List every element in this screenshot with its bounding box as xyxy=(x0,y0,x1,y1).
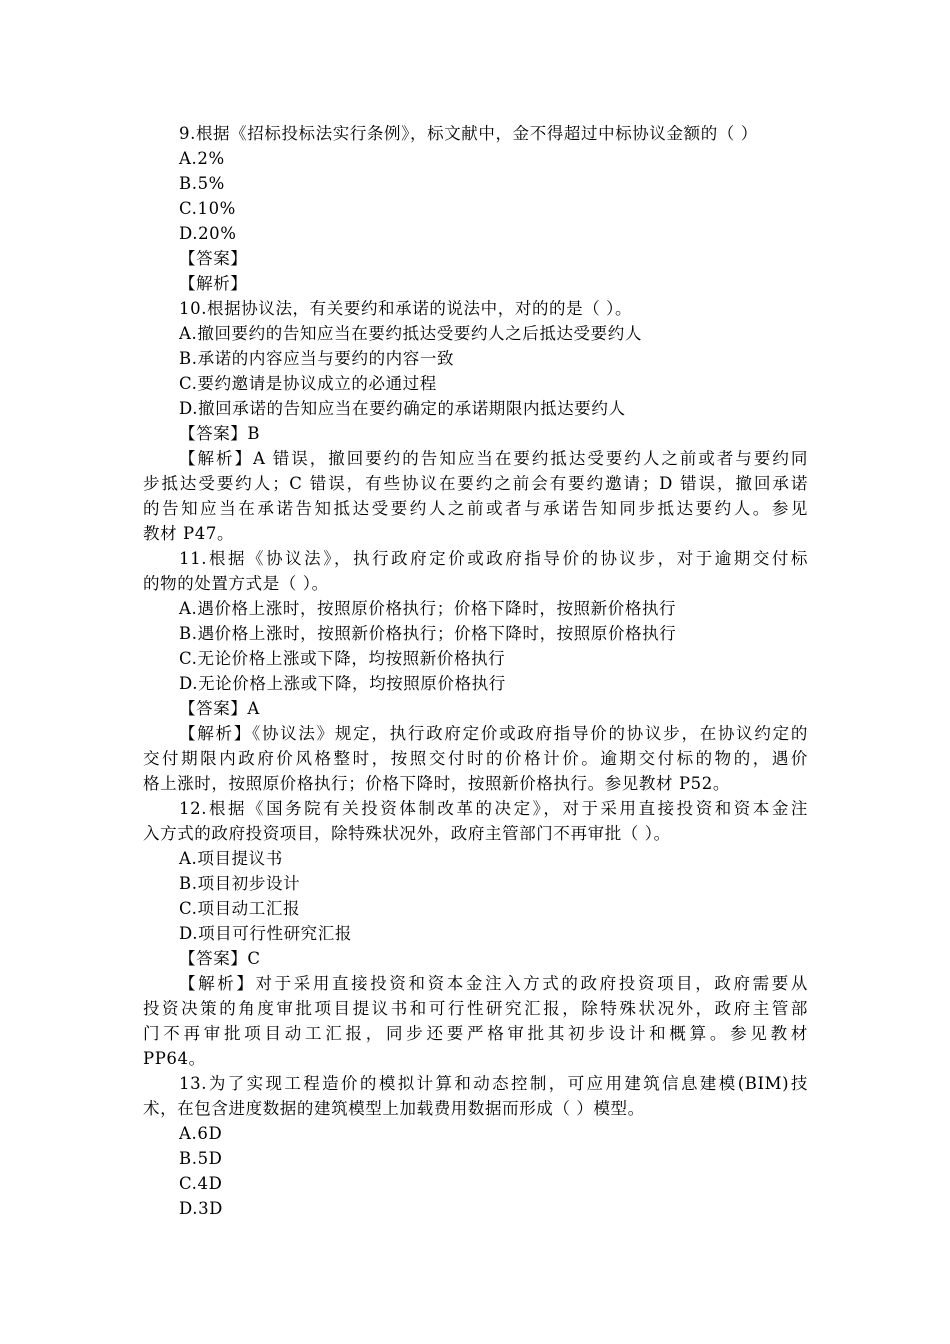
question-9-option-b: B.5% xyxy=(179,174,225,193)
question-9-analysis: 【解析】 xyxy=(179,274,248,293)
question-13-stem: 13.为了实现工程造价的模拟计算和动态控制，可应用建筑信息建模(BIM)技 xyxy=(179,1074,808,1093)
question-12-answer: 【答案】C xyxy=(179,949,261,968)
question-11-option-d: D.无论价格上涨或下降，均按照原价格执行 xyxy=(179,674,506,693)
question-13-option-c: C.4D xyxy=(179,1174,223,1193)
question-10-stem: 10.根据协议法，有关要约和承诺的说法中，对的的是（ ）。 xyxy=(179,299,633,318)
question-13-option-a: A.6D xyxy=(179,1124,223,1143)
question-12-analysis-line: 投资决策的角度审批项目提议书和可行性研究汇报，除特殊状况外，政府主管部 xyxy=(143,999,808,1018)
question-11-option-b: B.遇价格上涨时，按照新价格执行；价格下降时，按照原价格执行 xyxy=(179,624,677,643)
question-11-stem-cont: 的物的处置方式是（ ）。 xyxy=(143,574,329,593)
question-11-analysis-line: 【解析】《协议法》规定，执行政府定价或政府指导价的协议步，在协议约定的 xyxy=(179,724,808,743)
question-13-stem-cont: 术，在包含进度数据的建筑模型上加载费用数据而形成（ ）模型。 xyxy=(143,1099,645,1118)
exam-content xyxy=(143,121,808,1221)
question-12-option-b: B.项目初步设计 xyxy=(179,874,301,893)
question-11-option-c: C.无论价格上涨或下降，均按照新价格执行 xyxy=(179,649,506,668)
question-12-stem-cont: 入方式的政府投资项目，除特殊状况外，政府主管部门不再审批（ ）。 xyxy=(143,824,671,843)
question-10-option-a: A.撤回要约的告知应当在要约抵达受要约人之后抵达受要约人 xyxy=(179,324,642,343)
question-12-option-c: C.项目动工汇报 xyxy=(179,899,301,918)
question-13-option-d: D.3D xyxy=(179,1199,224,1218)
question-11-answer: 【答案】A xyxy=(179,699,260,718)
question-12-stem: 12.根据《国务院有关投资体制改革的决定》，对于采用直接投资和资本金注 xyxy=(179,799,808,818)
question-12-option-a: A.项目提议书 xyxy=(179,849,283,868)
question-9-stem: 9.根据《招标投标法实行条例》，标文献中，金不得超过中标协议金额的（ ） xyxy=(179,124,758,143)
question-12-analysis-line: 门不再审批项目动工汇报，同步还要严格审批其初步设计和概算。参见教材 xyxy=(143,1024,808,1043)
question-11-analysis-line: 交付期限内政府价风格整时，按照交付时的价格计价。逾期交付标的物的，遇价 xyxy=(143,749,808,768)
question-13-option-b: B.5D xyxy=(179,1149,223,1168)
question-10-answer: 【答案】B xyxy=(179,424,261,443)
question-10-analysis-line: 【解析】A 错误，撤回要约的告知应当在要约抵达受要约人之前或者与要约同 xyxy=(179,449,808,468)
question-9-option-c: C.10% xyxy=(179,199,236,218)
question-10-analysis-line: 教材 P47。 xyxy=(143,524,235,543)
question-11-analysis-line: 格上涨时，按照原价格执行；价格下降时，按照新价格执行。参见教材 P52。 xyxy=(143,774,730,793)
question-10-option-b: B.承诺的内容应当与要约的内容一致 xyxy=(179,349,455,368)
question-10-analysis-line: 步抵达受要约人；C 错误，有些协议在要约之前会有要约邀请；D 错误，撤回承诺 xyxy=(143,474,808,493)
question-12-option-d: D.项目可行性研究汇报 xyxy=(179,924,352,943)
question-12-analysis-line: 【解析】对于采用直接投资和资本金注入方式的政府投资项目，政府需要从 xyxy=(179,974,808,993)
question-10-option-c: C.要约邀请是协议成立的必通过程 xyxy=(179,374,437,393)
question-10-analysis-line: 的告知应当在承诺告知抵达受要约人之前或者与承诺告知同步抵达要约人。参见 xyxy=(143,499,808,518)
question-11-option-a: A.遇价格上涨时，按照原价格执行；价格下降时，按照新价格执行 xyxy=(179,599,677,618)
question-11-stem: 11.根据《协议法》，执行政府定价或政府指导价的协议步，对于逾期交付标 xyxy=(179,549,808,568)
question-9-option-a: A.2% xyxy=(179,149,225,168)
question-9-answer: 【答案】 xyxy=(179,249,248,268)
question-12-analysis-line: PP64。 xyxy=(143,1049,206,1068)
question-10-option-d: D.撤回承诺的告知应当在要约确定的承诺期限内抵达要约人 xyxy=(179,399,626,418)
question-9-option-d: D.20% xyxy=(179,224,237,243)
